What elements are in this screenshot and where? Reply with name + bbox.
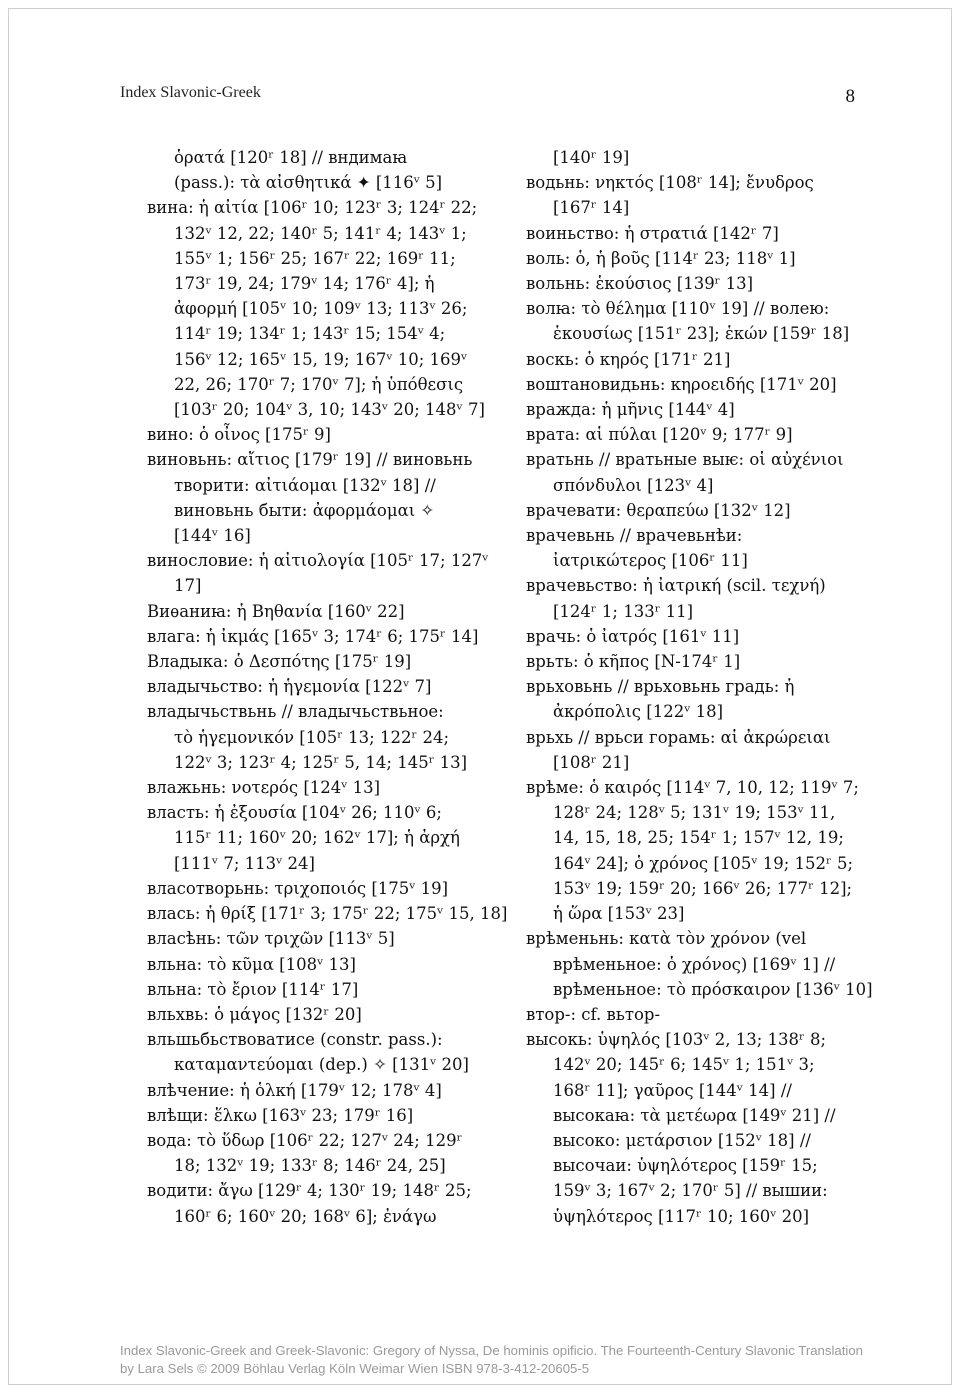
entry-headword-line: влѣщи: ἕλκω [163ᵛ 23; 179ʳ 16] [147,1105,414,1125]
entry-continuation-line: καταμαντεύομαι (dep.) ✧ [131ᵛ 20] [174,1055,469,1075]
entry-headword-line: власѣнь: τῶν τριχῶν [113ᵛ 5] [147,929,395,949]
entry-headword-line: врачь: ὁ ἰατρός [161ᵛ 11] [526,626,740,646]
entry-continuation-line: высочаи: ὑψηλότερος [159ʳ 15; [553,1156,818,1176]
entry-continuation-line: творити: αἰτιάομαι [132ᵛ 18] // [174,475,436,495]
entry-continuation-line: 164ᵛ 24]; ὁ χρόνος [105ᵛ 19; 152ʳ 5; [553,853,854,873]
entry-headword-line: врьховьнь // врьховьнь градь: ἡ [526,677,795,697]
entry-continuation-line: [108ʳ 21] [553,752,630,772]
entry-continuation-line: виновьнь быти: ἀφορμάομαι ✧ [174,500,435,520]
entry-continuation-line: σπόνδυλοι [123ᵛ 4] [553,475,714,495]
entry-headword-line: виновьнь: αἴτιος [179ʳ 19] // виновьнь [147,450,473,470]
entry-continuation-line: [140ʳ 19] [553,148,630,167]
index-column-right [526,145,873,1229]
footer-line-publisher: by Lara Sels © 2009 Böhlau Verlag Köln Weimar Wien ISBN 978-3-412-20605-5 [120,1361,590,1376]
entry-continuation-line: высокаꙗ: τὰ μετέωρα [149ᵛ 21] // [553,1105,836,1125]
entry-continuation-line: [111ᵛ 7; 113ᵛ 24] [174,853,315,873]
entry-headword-line: врьть: ὁ κῆπος [N-174ʳ 1] [526,652,741,672]
entry-headword-line: вльна: τὸ κῦμα [108ᵛ 13] [147,954,356,974]
entry-headword-line: влага: ἡ ἰκμάς [165ᵛ 3; 174ʳ 6; 175ʳ 14] [147,626,479,646]
entry-headword-line: врата: αἱ πύλαι [120ᵛ 9; 177ʳ 9] [526,425,793,445]
entry-continuation-line: [124ʳ 1; 133ʳ 11] [553,601,694,621]
entry-headword-line: вльхвь: ὁ μάγος [132ʳ 20] [147,1004,362,1024]
entry-continuation-line: (pass.): τὰ αἰσθητικά ✦ [116ᵛ 5] [174,173,443,193]
entry-continuation-line: 132ᵛ 12, 22; 140ʳ 5; 141ʳ 4; 143ᵛ 1; [174,223,467,243]
entry-continuation-line: врѣменьное: ὁ χρόνος) [169ᵛ 1] // [553,954,836,974]
entry-continuation-line: 122ᵛ 3; 123ʳ 4; 125ʳ 5, 14; 145ʳ 13] [174,752,468,772]
entry-headword-line: врѣменьнь: κατὰ τὸν χρόνον (vel [526,929,807,949]
entry-headword-line: врѣме: ὁ καιρός [114ᵛ 7, 10, 12; 119ᵛ 7; [526,778,859,798]
entry-continuation-line: 173ʳ 19, 24; 179ᵛ 14; 176ʳ 4]; ἡ [174,274,435,294]
entry-continuation-line: [167ʳ 14] [553,198,630,218]
entry-continuation-line: 160ʳ 6; 160ᵛ 20; 168ᵛ 6]; ἐνάγω [174,1206,437,1226]
entry-continuation-line: 18; 132ᵛ 19; 133ʳ 8; 146ʳ 24, 25] [174,1156,446,1176]
page-number: 8 [845,86,855,107]
entry-continuation-line: ἰατρικώτερος [106ʳ 11] [553,551,748,571]
entry-headword-line: воштановидьнь: κηροειδής [171ᵛ 20] [526,374,837,394]
entry-continuation-line: ἀκρόπολις [122ᵛ 18] [553,702,724,722]
entry-headword-line: Владыка: ὁ Δεσπότης [175ʳ 19] [147,652,412,672]
index-column-left [147,145,508,1229]
entry-headword-line: влажьнь: νοτερός [124ᵛ 13] [147,778,381,798]
entry-headword-line: винословие: ἡ αἰτιολογία [105ʳ 17; 127ᵛ [147,551,489,571]
entry-headword-line: вина: ἡ αἰτία [106ʳ 10; 123ʳ 3; 124ʳ 22; [147,198,478,218]
entry-headword-line: врачевьнь // врачевьнѣи: [526,526,743,546]
entry-continuation-line: 153ᵛ 19; 159ʳ 20; 166ᵛ 26; 177ʳ 12]; [553,878,853,898]
entry-headword-line: втор-: cf. вьтор- [526,1004,661,1024]
entry-headword-line: власотворьнь: τριχοποιός [175ᵛ 19] [147,878,449,898]
entry-continuation-line: 142ᵛ 20; 145ʳ 6; 145ᵛ 1; 151ᵛ 3; [553,1055,815,1075]
entry-continuation-line: ὑψηλότερος [117ʳ 10; 160ᵛ 20] [553,1206,810,1226]
entry-headword-line: водьнь: νηκτός [108ʳ 14]; ἔνυδρος [526,173,814,193]
copyright-footer [120,1342,863,1378]
entry-headword-line: врачевьство: ἡ ἰατρική (scil. τεχνή) [526,576,826,596]
entry-headword-line: вино: ὁ οἶνος [175ʳ 9] [147,425,331,445]
entry-headword-line: влась: ἡ θρίξ [171ʳ 3; 175ʳ 22; 175ᵛ 15, 18] [147,904,508,924]
entry-headword-line: воиньство: ἡ στρατιά [142ʳ 7] [526,223,779,243]
entry-headword-line: Виѳаниꙗ: ἡ Βηθανία [160ᵛ 22] [147,601,405,621]
entry-continuation-line: ἀφορμή [105ᵛ 10; 109ᵛ 13; 113ᵛ 26; [174,299,468,319]
entry-headword-line: владычьство: ἡ ἡγεμονία [122ᵛ 7] [147,677,432,697]
footer-line-title: Index Slavonic-Greek and Greek-Slavonic: Gregory of Nyssa, De hominis opificio. The Fourteenth-Century Slavonic Translation [120,1343,863,1358]
entry-headword-line: влѣчение: ἡ ὁλκή [179ᵛ 12; 178ᵛ 4] [147,1080,442,1100]
entry-continuation-line: 159ᵛ 3; 167ᵛ 2; 170ʳ 5] // вышии: [553,1181,828,1201]
entry-headword-line: высокь: ὑψηλός [103ᵛ 2, 13; 138ʳ 8; [526,1030,827,1050]
entry-continuation-line: 114ʳ 19; 134ʳ 1; 143ʳ 15; 154ᵛ 4; [174,324,446,344]
entry-continuation-line: ἡ ὥρα [153ᵛ 23] [553,904,685,924]
entry-headword-line: врачевати: θεραπεύω [132ᵛ 12] [526,500,791,520]
entry-headword-line: вольнь: ἑκούσιος [139ʳ 13] [526,274,754,294]
entry-continuation-line: [103ʳ 20; 104ᵛ 3, 10; 143ᵛ 20; 148ᵛ 7] [174,400,485,420]
entry-continuation-line: 22, 26; 170ʳ 7; 170ᵛ 7]; ἡ ὑπόθεσις [174,374,464,394]
entry-headword-line: волꙗ: τὸ θέλημα [110ᵛ 19] // волею: [526,299,830,319]
entry-headword-line: власть: ἡ ἐξουσία [104ᵛ 26; 110ᵛ 6; [147,803,442,823]
entry-continuation-line: 115ʳ 11; 160ᵛ 20; 162ᵛ 17]; ἡ ἀρχή [174,828,460,848]
entry-headword-line: вльшьбьствоватисе (constr. pass.): [147,1030,443,1050]
entry-continuation-line: врѣменьное: τὸ πρόσκαιρον [136ᵛ 10] [553,979,873,999]
entry-headword-line: врьхь // врьси горамь: αἱ ἀκρώρειαι [526,727,831,747]
entry-continuation-line: 128ʳ 24; 128ᵛ 5; 131ᵛ 19; 153ᵛ 11, [553,803,836,823]
entry-headword-line: воскь: ὁ κηρός [171ʳ 21] [526,349,731,369]
entry-continuation-line: 14, 15, 18, 25; 154ʳ 1; 157ᵛ 12, 19; [553,828,844,848]
entry-headword-line: вода: τὸ ὕδωρ [106ʳ 22; 127ᵛ 24; 129ʳ [147,1130,463,1150]
entry-continuation-line: τὸ ἡγεμονικόν [105ʳ 13; 122ʳ 24; [174,727,450,747]
entry-headword-line: вратьнь // вратьные выѥ: οἱ αὐχένιοι [526,450,844,470]
entry-continuation-line: высоко: μετάρσιον [152ᵛ 18] // [553,1130,811,1150]
entry-headword-line: воль: ὁ, ἡ βοῦς [114ʳ 23; 118ᵛ 1] [526,248,796,268]
entry-headword-line: вльна: τὸ ἔριον [114ʳ 17] [147,979,359,999]
entry-continuation-line: ὁρατά [120ʳ 18] // вндимаꙗ [174,148,408,167]
entry-continuation-line: 168ʳ 11]; γαῦρος [144ᵛ 14] // [553,1080,792,1100]
entry-continuation-line: 156ᵛ 12; 165ᵛ 15, 19; 167ᵛ 10; 169ᵛ [174,349,468,369]
entry-continuation-line: ἑκουσίως [151ʳ 23]; ἑκών [159ʳ 18] [553,324,850,344]
running-head: Index Slavonic-Greek [120,84,261,101]
entry-continuation-line: [144ᵛ 16] [174,526,251,546]
entry-headword-line: вражда: ἡ μῆνις [144ᵛ 4] [526,400,735,420]
entry-continuation-line: 17] [174,576,202,596]
entry-continuation-line: 155ᵛ 1; 156ʳ 25; 167ʳ 22; 169ʳ 11; [174,248,456,268]
entry-headword-line: водити: ἄγω [129ʳ 4; 130ʳ 19; 148ʳ 25; [147,1181,472,1201]
entry-headword-line: владычьствьнь // владычьствьное: [147,702,444,722]
